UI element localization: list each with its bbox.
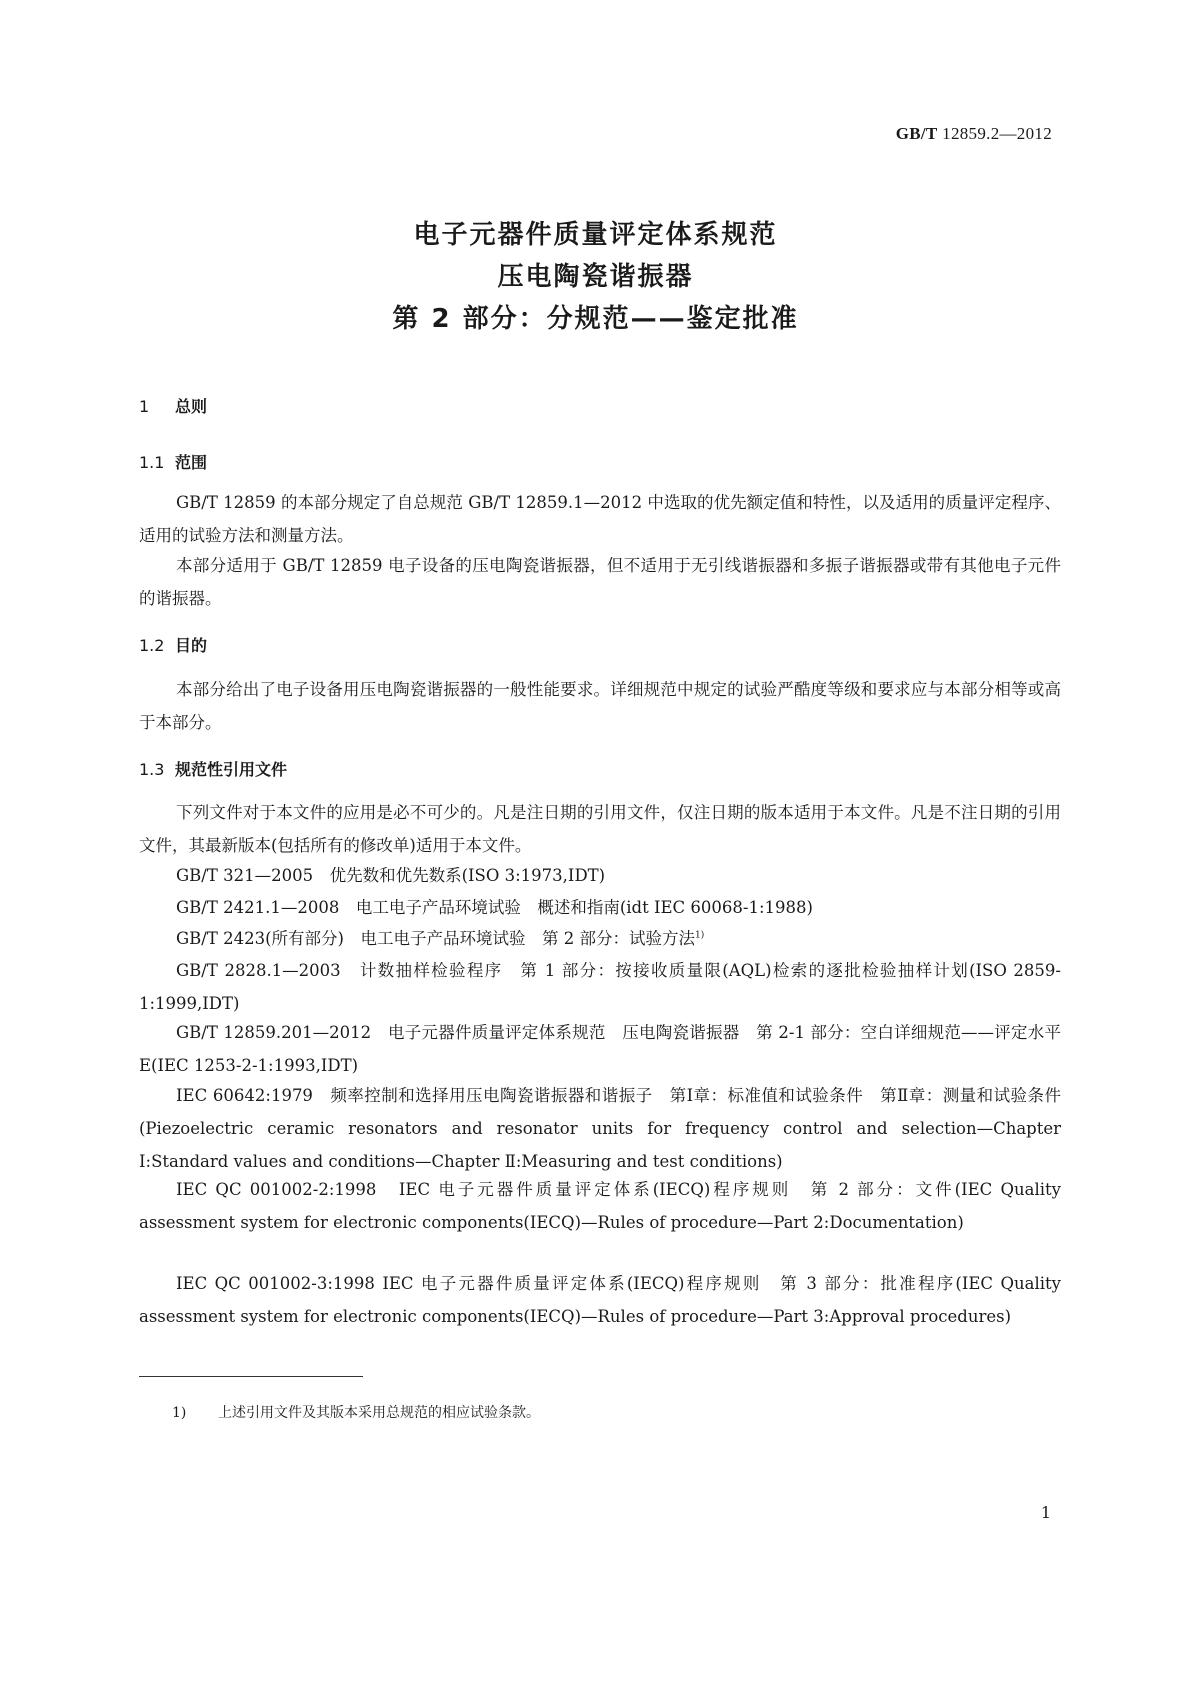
section-number: 1.2 — [139, 636, 165, 655]
section-number: 1.1 — [139, 453, 165, 472]
title-line-3: 第 2 部分：分规范——鉴定批准 — [392, 304, 799, 334]
section-title: 范围 — [175, 453, 208, 472]
section-title: 规范性引用文件 — [175, 760, 288, 779]
scope-paragraph-2: 本部分适用于 GB/T 12859 电子设备的压电陶瓷谐振器，但不适用于无引线谐振器和多振子谐振器或带有其他电子元件的谐振器。 — [139, 556, 1061, 608]
section-1-3-heading — [139, 757, 287, 780]
reference-item: IEC 60642:1979 频率控制和选择用压电陶瓷谐振器和谐振子 第Ⅰ章：标准值和试验条件 第Ⅱ章：测量和试验条件(Piezoelectric ceramic resonators and resonator units for frequency control and selection—Chapter Ⅰ:Standard values and conditions—Chapter Ⅱ:Measuring and test conditions) — [139, 1086, 1061, 1171]
footnote — [172, 1402, 540, 1422]
section-1-heading — [139, 394, 207, 417]
section-title: 目的 — [175, 636, 208, 655]
page-number: 1 — [1040, 1503, 1051, 1522]
reference-item: IEC QC 001002-3:1998 IEC 电子元器件质量评定体系(IECQ)程序规则 第 3 部分：批准程序(IEC Quality assessment system for electronic components(IECQ)—Rules of procedure—Part 3:Approval procedures) — [139, 1274, 1061, 1326]
reference-text: GB/T 2423(所有部分) 电工电子产品环境试验 第 2 部分：试验方法 — [176, 929, 695, 948]
reference-item — [139, 922, 1061, 955]
footnote-reference-mark: 1) — [694, 930, 705, 941]
references-intro-paragraph: 下列文件对于本文件的应用是必不可少的。凡是注日期的引用文件，仅注日期的版本适用于本文件。凡是不注日期的引用文件，其最新版本(包括所有的修改单)适用于本文件。 — [139, 803, 1061, 855]
standard-prefix: GB/T — [895, 124, 938, 143]
footnote-mark: 1) — [172, 1405, 187, 1421]
footnote-divider — [139, 1376, 363, 1377]
standard-number: 12859.2—2012 — [942, 124, 1052, 143]
reference-item: GB/T 2828.1—2003 计数抽样检验程序 第 1 部分：按接收质量限(AQL)检索的逐批检验抽样计划(ISO 2859-1:1999,IDT) — [139, 961, 1061, 1013]
reference-item: GB/T 2421.1—2008 电工电子产品环境试验 概述和指南(idt IEC 60068-1:1988) — [176, 898, 813, 917]
section-1-2-heading — [139, 633, 207, 656]
footnote-text: 上述引用文件及其版本采用总规范的相应试验条款。 — [218, 1405, 540, 1421]
purpose-paragraph: 本部分给出了电子设备用压电陶瓷谐振器的一般性能要求。详细规范中规定的试验严酷度等级和要求应与本部分相等或高于本部分。 — [139, 680, 1061, 732]
reference-item: GB/T 12859.201—2012 电子元器件质量评定体系规范 压电陶瓷谐振器 第 2-1 部分：空白详细规范——评定水平 E(IEC 1253-2-1:1993,IDT) — [139, 1023, 1061, 1075]
standard-code — [896, 124, 1052, 144]
section-1-1-heading — [139, 450, 207, 473]
title-line-2: 压电陶瓷谐振器 — [497, 262, 694, 292]
title-line-1: 电子元器件质量评定体系规范 — [413, 220, 778, 250]
reference-item: GB/T 321—2005 优先数和优先数系(ISO 3:1973,IDT) — [176, 866, 606, 885]
section-number: 1 — [139, 397, 150, 416]
reference-item: IEC QC 001002-2:1998 IEC 电子元器件质量评定体系(IECQ)程序规则 第 2 部分：文件(IEC Quality assessment system for electronic components(IECQ)—Rules of procedure—Part 2:Documentation) — [139, 1180, 1061, 1232]
section-number: 1.3 — [139, 760, 165, 779]
section-title: 总则 — [175, 397, 208, 416]
scope-paragraph-1: GB/T 12859 的本部分规定了自总规范 GB/T 12859.1—2012 中选取的优先额定值和特性，以及适用的质量评定程序、适用的试验方法和测量方法。 — [139, 493, 1061, 545]
